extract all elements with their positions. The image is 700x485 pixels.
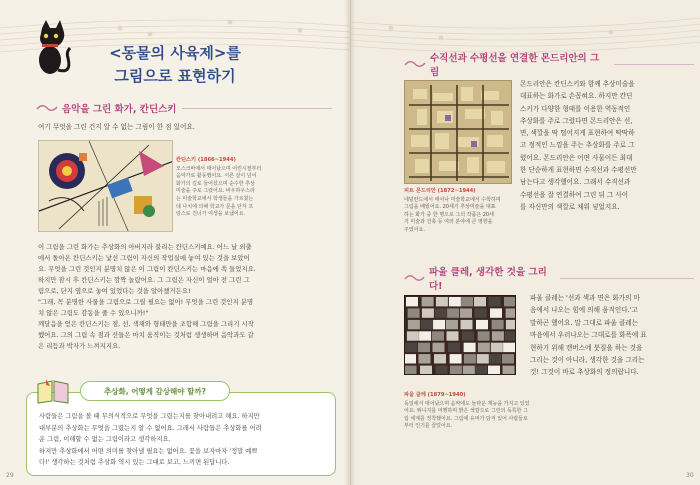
klee-tile (463, 366, 475, 375)
klee-tile (490, 308, 502, 317)
caption-title: 피트 몬드리안 (1872~1944) (404, 188, 476, 194)
klee-tile (505, 331, 516, 340)
klee-tile (436, 297, 448, 306)
swirl-icon (36, 103, 58, 113)
klee-tile (421, 320, 433, 329)
klee-tile (434, 354, 446, 363)
klee-tile (405, 354, 416, 363)
klee-tile (433, 320, 445, 329)
klee-tile (408, 320, 420, 329)
klee-tile (462, 331, 474, 340)
klee-tile (476, 320, 488, 329)
klee-tile (422, 297, 434, 306)
klee-tile (418, 343, 430, 352)
divider (560, 278, 694, 279)
klee-tile (432, 331, 444, 340)
klee-tile (506, 308, 516, 317)
swirl-icon (404, 273, 425, 283)
klee-tile (478, 331, 490, 340)
title-line-1: <동물의 사육제>를 (109, 44, 241, 62)
klee-tile (503, 366, 515, 375)
page-number-right: 30 (686, 472, 694, 479)
klee-tile (450, 366, 462, 375)
kandinsky-body-text: 이 그림을 그린 화가는 추상화의 아버지라 불리는 칸딘스키예요. 어느 날 외출 에서 돌아온 칸딘스키는 낯선 그림이 자신의 작업실에 놓여 있는 것을 보았어 요. 무엇을 그린 것인지 분명치 않은 이 그림이 칸딘스키는 마음에 쏙 들었지요. 하지만 잠시 후 칸딘스키는 깜짝 놀랐어요. 그 그림은 자신이 얼마 전 그린 그 림으로, 단지 옆으로 놓여 있었다는 것을 알아챘거든요! "그래, 꼭 분명한 사물을 그림으로 그릴 필요는 없어! 무엇을 그린 것인지 분명 치 않은 그림도 감동을 줄 수 있으니까!" 깨달음을 얻은 칸딘스키는 점, 선, 색채와 형태만을 조합해 그림을 그리기 시작 했어요. 그의 그림 속 점과 선들은 마치 움직이는 것처럼 생생하며 음악과도 같 은 리듬과 박자가 느껴지지요. (38, 243, 256, 350)
info-tab-label: 추상화, 어떻게 감상해야 할까? (104, 386, 206, 396)
klee-tile (491, 343, 503, 352)
klee-tile (464, 343, 476, 352)
klee-tile (461, 320, 473, 329)
klee-tile (436, 366, 448, 375)
klee-tile (460, 308, 472, 317)
mondrian-caption: 피트 몬드리안 (1872~1944) 네덜란드에서 태어나 미술학교에서 수학하며 그림을 배웠어요. 20세기 추상미술을 대표 하는 화가 중 한 명으로 그의 작품은 20세 기 미술과 건축 등 여러 분야에 큰 영향을 주었어요. (404, 188, 501, 233)
klee-tile (475, 308, 487, 317)
caption-title: 칸딘스키 (1866~1944) (176, 157, 236, 163)
klee-tile (405, 343, 417, 352)
klee-tile (420, 366, 432, 375)
klee-tile (492, 320, 504, 329)
klee-painting (404, 295, 516, 375)
klee-tile (446, 320, 458, 329)
klee-tile (489, 297, 501, 306)
book-gutter (344, 0, 356, 485)
klee-tile (474, 297, 486, 306)
klee-tile (461, 297, 473, 306)
section-heading-klee (404, 267, 694, 292)
book-icon (36, 378, 70, 404)
section-heading-text: 수직선과 수평선을 연결한 몬드리안의 그림 (429, 53, 600, 78)
klee-caption: 파울 클레 (1879~1940) 독일에서 태어났으며 음악에도 놀라운 재능을 가지고 있었 어요. 튀니지를 여행하며 밝은 색깔으로 그린의 독특한 그 림 세계를 정착했어요. 그림에 유머가 담겨 있어 사람들로 부터 인기를 끌었어요. (404, 392, 530, 430)
klee-tile (489, 354, 501, 363)
klee-tile (504, 297, 516, 306)
info-text: 사람들은 그림을 볼 때 무의식적으로 무엇을 그렸는지를 찾아내려고 해요. 하지만 대부분의 추상화는 무엇을 그렸는지 알 수 없어요. 그래서 사람들은 추상화를 어려 운 그림, 이해할 수 없는 그림이라고 생각하지요. 하지만 추상화에서 어떤 의미를 찾아낼 필요는 없어요. 꽃을 보자마자 '정말 예쁘 다!' 생각하는 것처럼 추상화 역시 있는 그대로 보고, 느끼면 된답니다. (39, 413, 262, 466)
klee-tile (449, 297, 461, 306)
klee-tile (477, 354, 489, 363)
caption-title: 파울 클레 (1879~1940) (404, 392, 466, 398)
page-title (60, 42, 290, 88)
klee-tile (503, 343, 515, 352)
page-number-left: 29 (6, 472, 14, 479)
klee-tile (435, 308, 447, 317)
mondrian-painting (404, 80, 512, 184)
klee-tile (407, 331, 419, 340)
klee-body-text: 파울 클레는 '선과 색과 면은 화가의 마 음에서 나오는 힘에 의해 움직인다.'고 말하곤 했어요. 말 그대로 파울 클레는 마음에서 우러나오는 그대로를 화폭에 표 현하기 위해 캔버스에 붓질을 하는 것을 그리는 것이 아니라, 생각한 것을 그리는 것! 그것이 바로 추상화의 정의랍니다. (530, 294, 647, 377)
klee-tile (447, 331, 459, 340)
info-tab (80, 381, 230, 401)
kandinsky-painting (38, 140, 173, 232)
klee-tile (478, 343, 490, 352)
klee-tile (408, 308, 420, 317)
klee-tile (450, 354, 462, 363)
klee-tile (492, 331, 504, 340)
klee-tile (419, 354, 431, 363)
klee-tile (502, 354, 514, 363)
intro-text: 여기 무엇을 그린 건지 알 수 없는 그림이 한 점 있어요. (38, 123, 195, 131)
klee-tile (488, 366, 500, 375)
info-box (26, 392, 336, 476)
section-heading-mondrian (404, 53, 694, 78)
klee-tile (475, 366, 487, 375)
divider (182, 108, 332, 109)
klee-tile (422, 308, 434, 317)
section-heading-text: 음악을 그린 화가, 칸딘스키 (62, 104, 177, 115)
klee-tile (448, 343, 460, 352)
section-heading-text: 파울 클레, 생각한 것을 그리다! (429, 267, 547, 292)
klee-tile (433, 343, 445, 352)
divider (614, 64, 694, 65)
klee-tile (464, 354, 476, 363)
mondrian-body-text: 몬드리안은 칸딘스키와 함께 추상미술을 대표하는 화가로 손꼽혀요. 하지만 칸딘 스키가 다양한 형태를 이용한 역동적인 추상화를 주로 그렸다면 몬드리안은 선, 면, 색깔을 딱 떨어지게 표현하여 딱딱하 고 정적인 느낌을 주는 추상화를 주로 그 렸어요. 몬드리안은 어떤 사물이든 최대 한 단순하게 표현하면 수직선과 수평선만 남는다고 생각했어요. 그래서 수직선과 수평선을 잘 연결하여 그린 뒤 그 사이 를 자신만의 색깔로 채워 넣었지요. (520, 80, 637, 211)
swirl-icon (404, 59, 426, 69)
klee-tile (419, 331, 431, 340)
kandinsky-caption: 칸딘스키 (1866~1944) 모스크바에서 태어났으며 어린시절부터 음악가로 활동했어요. 서른 살이 넘어 화가의 길로 들어섰으며 순수한 추상 미술을 주로 그렸어요. 바우하우스라 는 미술학교에서 학생들을 가르쳤는 데 나치에 의해 학교가 문을 닫자 프 랑스로 건너가 여생을 보냈어요. (176, 157, 262, 218)
klee-tile (405, 366, 417, 375)
klee-tile (406, 297, 418, 306)
klee-tile (447, 308, 459, 317)
title-line-2: 그림으로 표현하기 (114, 67, 236, 85)
klee-tile (506, 320, 516, 329)
section-heading-kandinsky (36, 100, 336, 116)
